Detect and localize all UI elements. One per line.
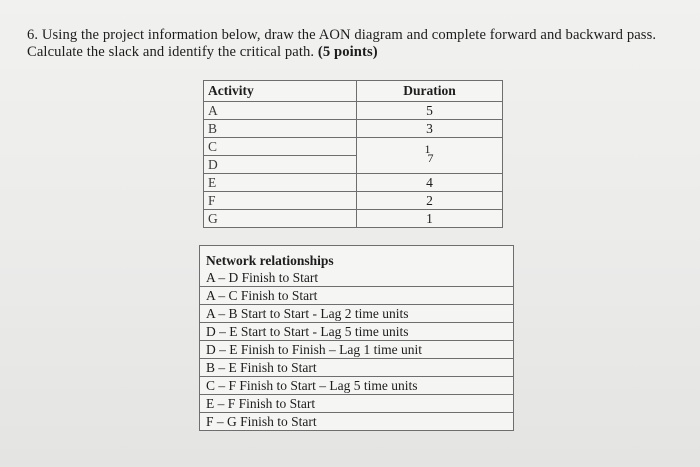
activity-cell: E (204, 174, 357, 192)
table-row (204, 102, 503, 120)
table-row (200, 377, 514, 395)
scribble-mark-top: 1 (424, 142, 431, 156)
handwritten-scribble (422, 142, 438, 165)
duration-cell: 2 (357, 192, 503, 210)
relationship-cell: B – E Finish to Start (200, 359, 514, 377)
relationship-cell: D – E Start to Start - Lag 5 time units (200, 323, 514, 341)
duration-cell: 3 (357, 120, 503, 138)
activity-table (203, 80, 503, 228)
network-header-row (200, 246, 514, 270)
relationship-cell: A – B Start to Start - Lag 2 time units (200, 305, 514, 323)
table-row (200, 323, 514, 341)
question-body: 6. Using the project information below, draw the AON diagram and complete forward and backward pass. Calculate the slack and identify the critical path. (27, 27, 657, 60)
activity-header-row (204, 81, 503, 102)
duration-header: Duration (357, 81, 503, 102)
relationship-cell: A – D Finish to Start (200, 269, 514, 287)
network-title: Network relationships (200, 246, 514, 270)
question-points: (5 points) (317, 44, 378, 60)
table-row (200, 359, 514, 377)
activity-header: Activity (204, 81, 357, 102)
question-text (27, 27, 687, 61)
activity-cell: C (204, 138, 357, 156)
table-row (200, 395, 514, 413)
table-row (200, 287, 514, 305)
table-row (200, 269, 514, 287)
table-row (204, 174, 503, 192)
relationship-cell: D – E Finish to Finish – Lag 1 time unit (200, 341, 514, 359)
table-row (204, 120, 503, 138)
table-row (200, 305, 514, 323)
duration-cell-handwritten (357, 138, 503, 174)
activity-cell: G (204, 210, 357, 228)
duration-cell: 5 (357, 102, 503, 120)
relationship-cell: C – F Finish to Start – Lag 5 time units (200, 377, 514, 395)
activity-cell: B (204, 120, 357, 138)
duration-cell: 1 (357, 210, 503, 228)
activity-cell: F (204, 192, 357, 210)
network-relationships-table (199, 245, 514, 431)
relationship-cell: A – C Finish to Start (200, 287, 514, 305)
activity-cell: D (204, 156, 357, 174)
table-row (204, 138, 503, 156)
duration-cell: 4 (357, 174, 503, 192)
scribble-mark-bottom: 7 (427, 151, 434, 165)
activity-cell: A (204, 102, 357, 120)
table-row (200, 341, 514, 359)
table-row (200, 413, 514, 431)
relationship-cell: F – G Finish to Start (200, 413, 514, 431)
relationship-cell: E – F Finish to Start (200, 395, 514, 413)
table-row (204, 210, 503, 228)
table-row (204, 192, 503, 210)
